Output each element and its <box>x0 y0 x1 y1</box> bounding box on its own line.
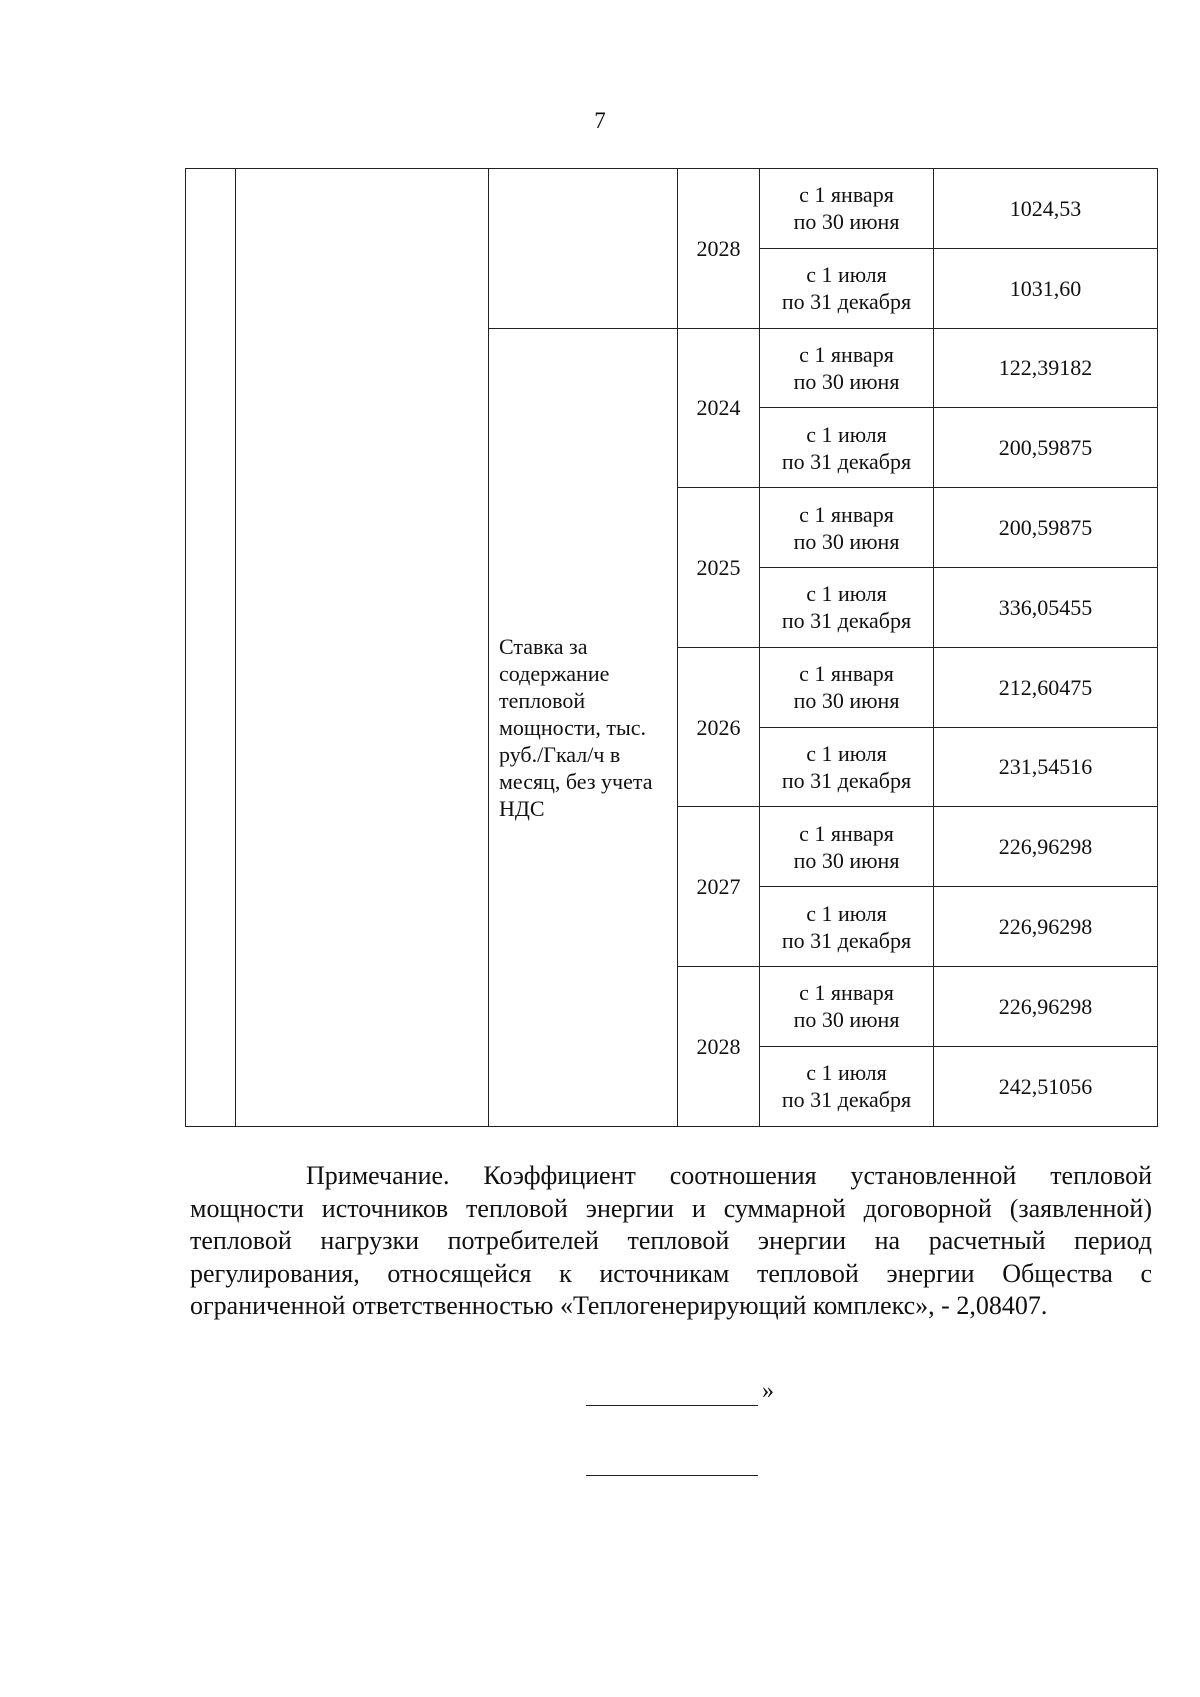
rate-label-cell: Ставка за содержание тепловой мощности, тыс. руб./Гкал/ч в месяц, без учета НДС <box>489 328 678 1126</box>
period-cell: с 1 января по 30 июня <box>760 328 934 408</box>
value-cell: 231,54516 <box>934 727 1158 807</box>
year-cell: 2027 <box>678 807 760 967</box>
value-cell: 200,59875 <box>934 408 1158 488</box>
year-cell: 2028 <box>678 966 760 1126</box>
period-cell: с 1 января по 30 июня <box>760 966 934 1046</box>
period-cell: с 1 июля по 31 декабря <box>760 1046 934 1126</box>
period-cell: с 1 июля по 31 декабря <box>760 887 934 967</box>
value-cell: 200,59875 <box>934 488 1158 568</box>
year-cell: 2024 <box>678 328 760 488</box>
year-cell: 2028 <box>678 169 760 329</box>
signature-line <box>586 1455 758 1476</box>
value-cell: 226,96298 <box>934 966 1158 1046</box>
table-row <box>186 169 1158 249</box>
value-cell: 1024,53 <box>934 169 1158 249</box>
period-cell: с 1 июля по 31 декабря <box>760 567 934 647</box>
page-number: 7 <box>594 108 606 133</box>
value-cell: 226,96298 <box>934 807 1158 887</box>
value-cell: 122,39182 <box>934 328 1158 408</box>
tariff-table <box>185 168 1158 1127</box>
year-cell: 2026 <box>678 647 760 807</box>
period-cell: с 1 июля по 31 декабря <box>760 727 934 807</box>
empty-cell-col1 <box>186 169 236 1127</box>
period-cell: с 1 января по 30 июня <box>760 488 934 568</box>
signature-line <box>586 1385 758 1406</box>
period-cell: с 1 января по 30 июня <box>760 647 934 727</box>
empty-cell-col2 <box>236 169 489 1127</box>
value-cell: 336,05455 <box>934 567 1158 647</box>
note-paragraph: Примечание. Коэффициент соотношения установленной тепловой мощности источников тепловой энергии и суммарной договорной (заявленной) тепловой нагрузки потребителей тепловой энергии на расчетный период регулирования, относящейся к источникам тепловой энергии Общества с ограниченной ответственностью «Теплогенерирующий комплекс», - 2,08407. <box>190 1161 1152 1320</box>
closing-quote: » <box>762 1378 774 1404</box>
period-cell: с 1 июля по 31 декабря <box>760 248 934 328</box>
empty-cell-col3 <box>489 169 678 329</box>
year-cell: 2025 <box>678 488 760 648</box>
period-cell: с 1 января по 30 июня <box>760 169 934 249</box>
period-cell: с 1 июля по 31 декабря <box>760 408 934 488</box>
value-cell: 226,96298 <box>934 887 1158 967</box>
value-cell: 1031,60 <box>934 248 1158 328</box>
period-cell: с 1 января по 30 июня <box>760 807 934 887</box>
value-cell: 242,51056 <box>934 1046 1158 1126</box>
value-cell: 212,60475 <box>934 647 1158 727</box>
